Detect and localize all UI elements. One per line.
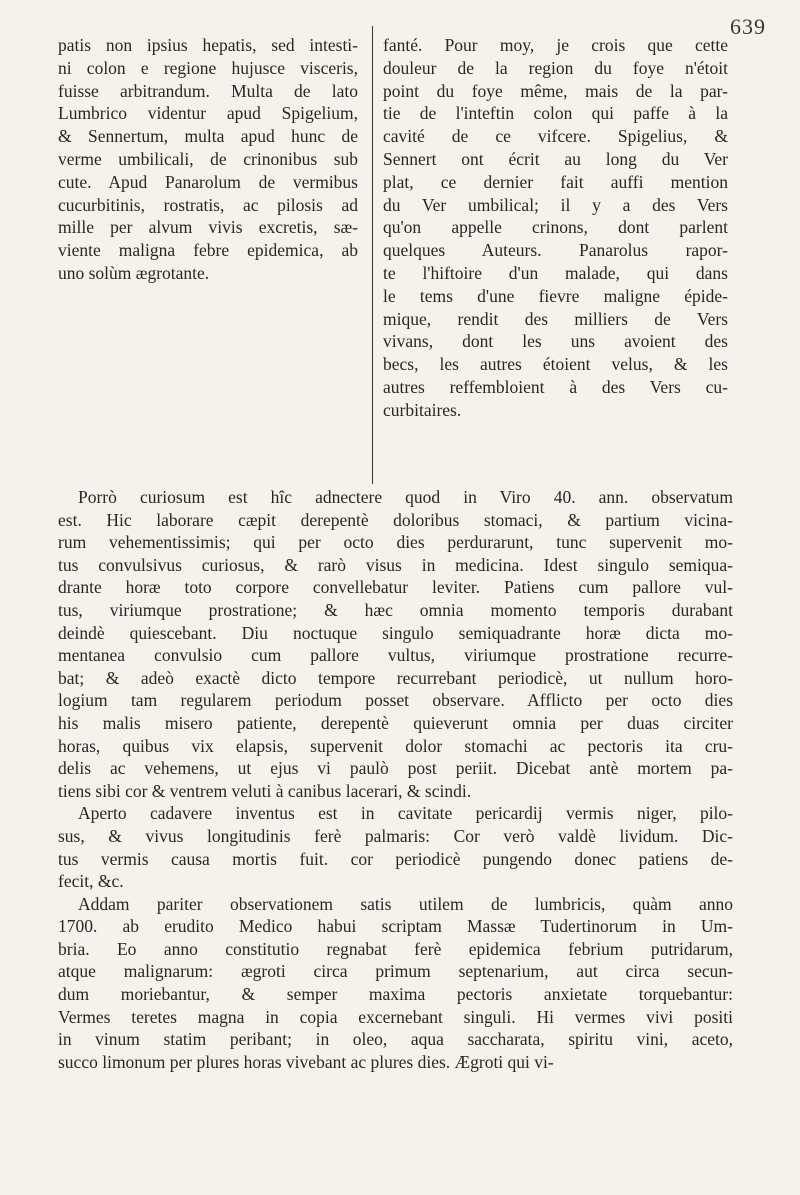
french-column: [383, 34, 728, 422]
french-line: becs, les autres étoient velus, & les: [383, 354, 728, 375]
body-line: logium tam regularem periodum posset observare. Afflicto per octo dies: [58, 690, 733, 711]
french-line: vivans, dont les uns avoient des: [383, 331, 728, 352]
latin-column: [58, 34, 358, 285]
paragraph: [58, 893, 733, 1074]
latin-line: & Sennertum, multa apud hunc de: [58, 126, 358, 147]
body-line: est. Hic laborare cæpit derepentè doloribus stomaci, & partium vicina-: [58, 509, 733, 530]
french-line: curbitaires.: [383, 399, 462, 420]
french-line: fanté. Pour moy, je crois que cette: [383, 35, 728, 55]
body-line: Addam pariter observationem satis utilem de lumbricis, quàm anno: [78, 893, 733, 914]
body-line: Aperto cadavere inventus est in cavitate pericardij vermis niger, pilo-: [78, 803, 733, 824]
french-line: qu'on appelle crinons, dont parlent: [383, 217, 728, 238]
latin-line: ni colon e regione hujusce visceris,: [58, 57, 358, 78]
body-line: rum vehementissimis; qui per octo dies perdurarunt, tunc supervenit mo-: [58, 532, 733, 553]
body-line: sus, & vivus longitudinis ferè palmaris: Cor verò valdè lividum. Dic-: [58, 825, 733, 846]
latin-line: Lumbrico videntur apud Spigelium,: [58, 103, 358, 124]
french-line: te l'hiftoire d'un malade, qui dans: [383, 262, 728, 283]
body-line: 1700. ab erudito Medico habui scriptam Massæ Tudertinorum in Um-: [58, 916, 733, 937]
latin-line: viente maligna febre epidemica, ab: [58, 240, 358, 261]
body-line: Vermes teretes magna in copia excernebant singuli. Hi vermes vivi positi: [58, 1006, 733, 1027]
body-line: tiens sibi cor & ventrem veluti à canibus lacerari, & scindi.: [58, 780, 472, 801]
body-line: tus vermis causa mortis fuit. cor periodicè pungendo donec patiens de-: [58, 848, 733, 869]
body-line: tus, viriumque prostratione; & hæc omnia momento temporis durabant: [58, 599, 733, 620]
body-line: deindè quiescebant. Diu noctuque singulo semiquadrante horæ dicta mo-: [58, 622, 733, 643]
body-line: bria. Eo anno constitutio regnabat ferè epidemica febrium putridarum,: [58, 938, 733, 959]
latin-line: cute. Apud Panarolum de vermibus: [58, 171, 358, 192]
paragraph: [58, 802, 733, 892]
body-line: drante horæ toto corpore convellebatur leviter. Patiens cum pallore vul-: [58, 577, 733, 598]
french-line: tie de l'inteftin colon qui paffe à la: [383, 103, 728, 124]
french-line: quelques Auteurs. Panarolus rapor-: [383, 240, 728, 261]
french-line: point du foye même, mais de la par-: [383, 80, 728, 101]
latin-line: cucurbitinis, rostratis, ac pilosis ad: [58, 194, 358, 215]
body-text: [58, 486, 733, 1073]
french-line: autres reffembloient à des Vers cu-: [383, 376, 728, 397]
french-line: le tems d'une fievre maligne épide-: [383, 285, 728, 306]
french-line: cavité de ce vifcere. Spigelius, &: [383, 126, 728, 147]
body-line: atque malignarum: ægroti circa primum septenarium, aut circa secun-: [58, 961, 733, 982]
body-line: tus convulsivus curiosus, & rarò visus in medicina. Idest singulo semiqua-: [58, 554, 733, 575]
latin-line: mille per alvum vivis excretis, sæ-: [58, 217, 358, 238]
latin-line: patis non ipsius hepatis, sed intesti-: [58, 35, 358, 55]
body-line: delis ac vehemens, ut ejus vi paulò post periit. Dicebat antè mortem pa-: [58, 758, 733, 779]
french-line: Sennert ont écrit au long du Ver: [383, 148, 728, 169]
body-line: bat; & adeò exactè dicto tempore recurrebant periodicè, ut nullum horo-: [58, 667, 733, 688]
french-line: du Ver umbilical; il y a des Vers: [383, 194, 728, 215]
french-line: plat, ce dernier fait auffi mention: [383, 171, 728, 192]
body-line: horas, quibus vix elapsis, supervenit dolor stomachi ac pectoris ita cru-: [58, 735, 733, 756]
latin-line: fuisse arbitrandum. Multa de lato: [58, 80, 358, 101]
paragraph: [58, 486, 733, 802]
french-line: douleur de la region du foye n'étoit: [383, 57, 728, 78]
body-line: in vinum statim peribant; in oleo, aqua saccharata, spiritu vini, aceto,: [58, 1029, 733, 1050]
body-line: mentanea convulsio cum pallore vultus, viriumque prostratione recurre-: [58, 645, 733, 666]
body-line: Porrò curiosum est hîc adnectere quod in Viro 40. ann. observatum: [78, 487, 733, 507]
body-line: succo limonum per plures horas vivebant ac plures dies. Ægroti qui vi-: [58, 1051, 554, 1072]
body-line: fecit, &c.: [58, 871, 124, 892]
latin-line: verme umbilicali, de crinonibus sub: [58, 148, 358, 169]
french-line: mique, rendit des milliers de Vers: [383, 308, 728, 329]
page-number: 639: [730, 14, 766, 39]
body-line: dum moriebantur, & semper maxima pectoris anxietate torquebantur:: [58, 984, 733, 1005]
body-line: his malis misero patiente, derepentè quieverunt omnia per duas circiter: [58, 712, 733, 733]
latin-line: uno solùm ægrotante.: [58, 262, 210, 283]
column-divider: [372, 26, 373, 484]
